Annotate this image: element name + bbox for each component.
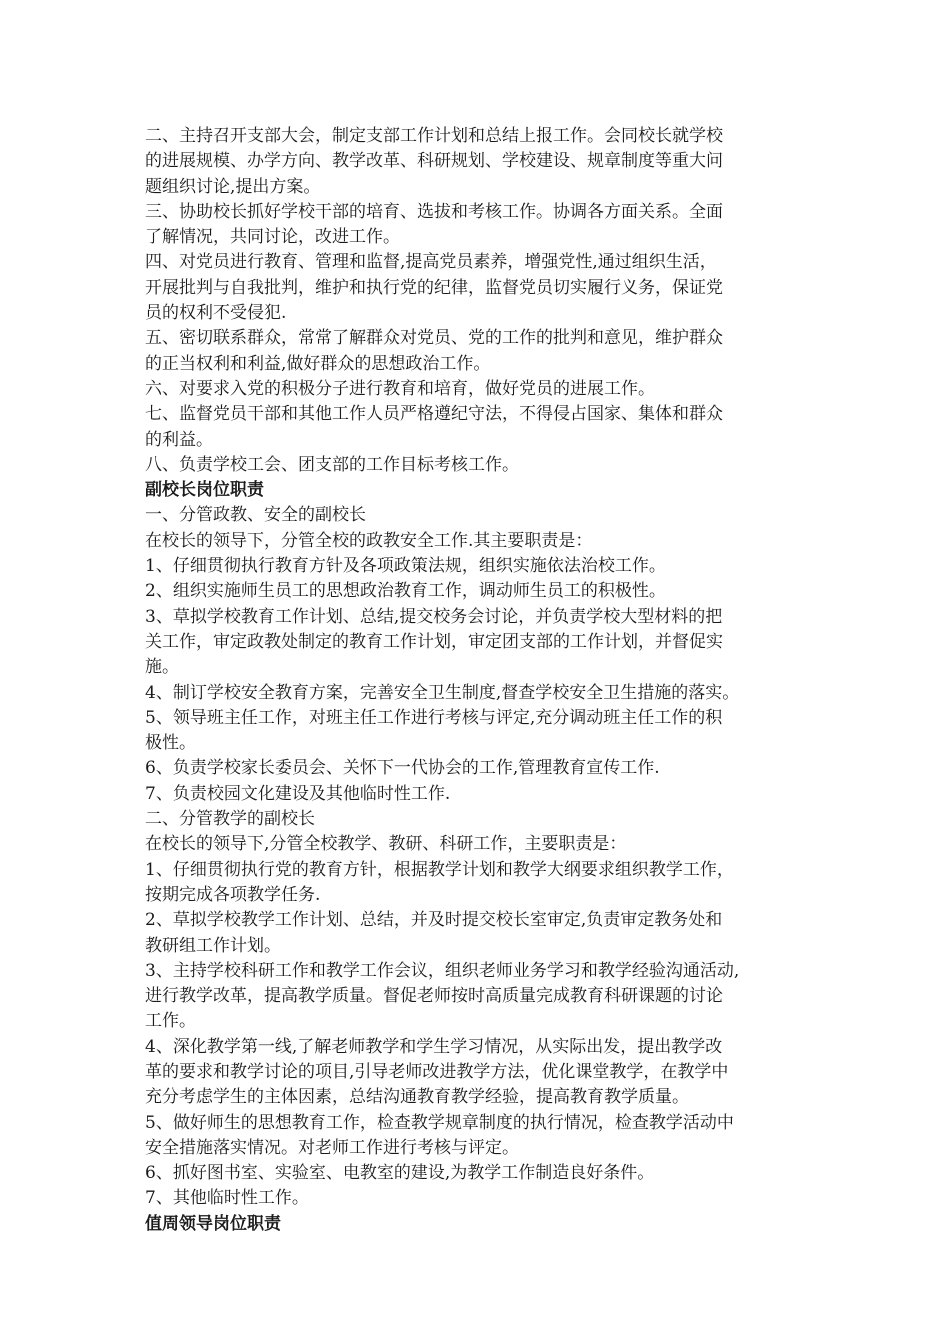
text-line: 在校长的领导下，分管全校的政教安全工作.其主要职责是： — [145, 530, 593, 551]
section-heading-weekly-duty: 值周领导岗位职责 — [145, 1213, 281, 1234]
text-line: 七、监督党员干部和其他工作人员严格遵纪守法，不得侵占国家、集体和群众 — [145, 404, 723, 425]
text-line: 1、仔细贯彻执行教育方针及各项政策法规，组织实施依法治校工作。 — [145, 556, 666, 577]
text-line: 充分考虑学生的主体因素，总结沟通教育教学经验，提高教育教学质量。 — [145, 1087, 689, 1108]
text-line: 1、仔细贯彻执行党的教育方针，根据教学计划和教学大纲要求组织教学工作， — [145, 859, 734, 880]
text-line: 的利益。 — [145, 429, 213, 450]
text-line: 极性。 — [145, 733, 196, 754]
section-heading-vice-principal: 副校长岗位职责 — [145, 480, 264, 501]
text-line: 按期完成各项教学任务. — [145, 884, 321, 905]
text-line: 在校长的领导下,分管全校教学、教研、科研工作，主要职责是： — [145, 834, 627, 855]
text-line: 3、主持学校科研工作和教学工作会议，组织老师业务学习和教学经验沟通活动, — [145, 960, 740, 981]
text-line: 关工作，审定政教处制定的教育工作计划，审定团支部的工作计划，并督促实 — [145, 631, 723, 652]
text-line: 7、其他临时性工作。 — [145, 1188, 309, 1209]
text-line: 的正当权利和利益,做好群众的思想政治工作。 — [145, 353, 491, 374]
text-line: 教研组工作计划。 — [145, 935, 281, 956]
text-line: 2、草拟学校教学工作计划、总结，并及时提交校长室审定,负责审定教务处和 — [145, 910, 723, 931]
text-line: 工作。 — [145, 1011, 196, 1032]
text-line: 施。 — [145, 657, 179, 678]
text-line: 一、分管政教、安全的副校长 — [145, 505, 366, 526]
text-line: 五、密切联系群众，常常了解群众对党员、党的工作的批判和意见，维护群众 — [145, 328, 723, 349]
text-line: 4、制订学校安全教育方案，完善安全卫生制度,督查学校安全卫生措施的落实。 — [145, 682, 740, 703]
text-line: 进行教学改革，提高教学质量。督促老师按时高质量完成教育科研课题的讨论 — [145, 986, 723, 1007]
text-line: 员的权利不受侵犯. — [145, 303, 287, 324]
text-line: 5、做好师生的思想教育工作，检查教学规章制度的执行情况，检查教学活动中 — [145, 1112, 734, 1133]
text-line: 的进展规模、办学方向、教学改革、科研规划、学校建设、规章制度等重大问 — [145, 151, 723, 172]
text-line: 四、对党员进行教育、管理和监督,提高党员素养，增强党性,通过组织生活， — [145, 252, 717, 273]
text-line: 题组织讨论,提出方案。 — [145, 176, 321, 197]
text-line: 开展批判与自我批判，维护和执行党的纪律，监督党员切实履行义务，保证党 — [145, 277, 723, 298]
text-line: 二、主持召开支部大会，制定支部工作计划和总结上报工作。会同校长就学校 — [145, 126, 723, 146]
text-line: 二、分管教学的副校长 — [145, 809, 315, 830]
text-line: 3、草拟学校教育工作计划、总结,提交校务会讨论，并负责学校大型材料的把 — [145, 606, 723, 627]
document-body — [145, 124, 815, 1237]
text-line: 4、深化教学第一线,了解老师教学和学生学习情况，从实际出发，提出教学改 — [145, 1036, 723, 1057]
text-line: 安全措施落实情况。对老师工作进行考核与评定。 — [145, 1137, 519, 1158]
text-line: 革的要求和教学讨论的项目,引导老师改进教学方法，优化课堂教学，在教学中 — [145, 1061, 729, 1082]
text-line: 7、负责校园文化建设及其他临时性工作. — [145, 783, 451, 804]
text-line: 三、协助校长抓好学校干部的培育、选拔和考核工作。协调各方面关系。全面 — [145, 201, 723, 222]
text-line: 6、负责学校家长委员会、关怀下一代协会的工作,管理教育宣传工作. — [145, 758, 660, 779]
text-line: 6、抓好图书室、实验室、电教室的建设,为教学工作制造良好条件。 — [145, 1163, 655, 1184]
text-line: 了解情况，共同讨论，改进工作。 — [145, 227, 400, 248]
text-line: 2、组织实施师生员工的思想政治教育工作，调动师生员工的积极性。 — [145, 581, 666, 602]
text-line: 5、领导班主任工作，对班主任工作进行考核与评定,充分调动班主任工作的积 — [145, 707, 723, 728]
text-line: 八、负责学校工会、团支部的工作目标考核工作。 — [145, 454, 519, 475]
text-line: 六、对要求入党的积极分子进行教育和培育，做好党员的进展工作。 — [145, 378, 655, 399]
